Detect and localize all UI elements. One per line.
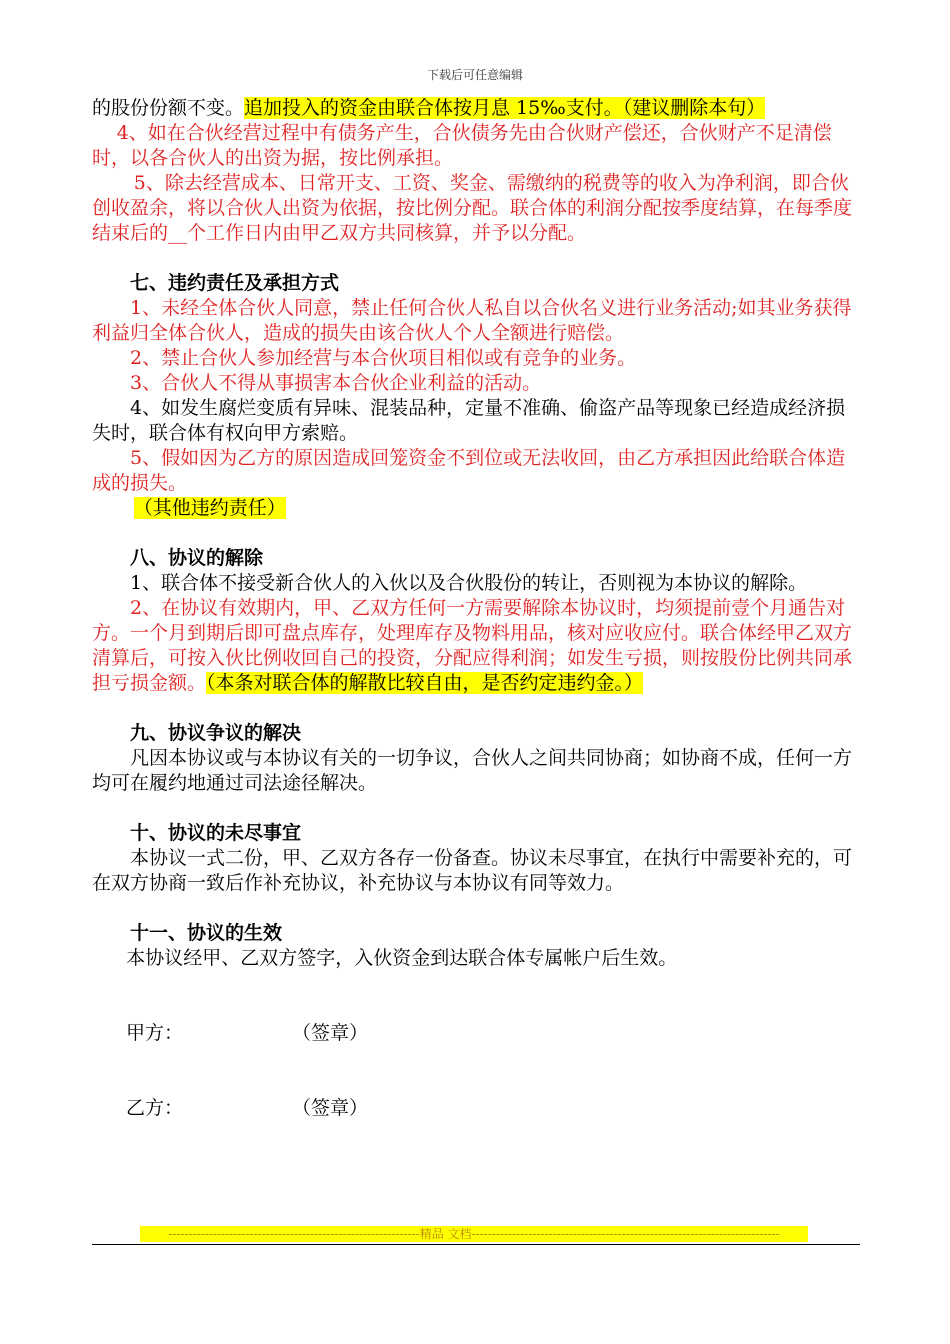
section-9-text: 凡因本协议或与本协议有关的一切争议，合伙人之间共同协商；如协商不成，任何一方均可在履约地通过司法途径解决。	[92, 747, 853, 794]
party-b-label: 乙方：	[126, 1097, 184, 1119]
section-7-title: 七、违约责任及承担方式	[130, 272, 340, 294]
section-7-item-5: 5、假如因为乙方的原因造成回笼资金不到位或无法收回，由乙方承担因此给联合体造成的损失。	[92, 447, 846, 494]
party-a-label: 甲方：	[126, 1022, 184, 1044]
paragraph-share-text: 的股份份额不变。	[92, 97, 245, 119]
section-7-item-1: 1、未经全体合伙人同意，禁止任何合伙人私自以合伙名义进行业务活动;如其业务获得利益归全体合伙人，造成的损失由该合伙人个人全额进行赔偿。	[92, 297, 852, 344]
paragraph-share	[92, 96, 860, 121]
section-11-text: 本协议经甲、乙双方签字，入伙资金到达联合体专属帐户后生效。	[126, 947, 678, 969]
page-header-note: 下载后可任意编辑	[426, 68, 523, 82]
section-11-title: 十一、协议的生效	[130, 922, 283, 944]
highlight-dissolution-note: （本条对联合体的解散比较自由，是否约定违约金。）	[206, 672, 644, 694]
section-7-other	[92, 496, 860, 521]
section-7-item-2: 2、禁止合伙人参加经营与本合伙项目相似或有竞争的业务。	[130, 347, 637, 369]
highlight-suggestion: 追加投入的资金由联合体按月息 15‰支付。（建议删除本句）	[244, 97, 766, 119]
signature-party-b	[92, 1096, 860, 1121]
paragraph-debt: 4、如在合伙经营过程中有债务产生，合伙债务先由合伙财产偿还，合伙财产不足清偿时，以各合伙人的出资为据，按比例承担。	[92, 122, 832, 169]
section-9-title: 九、协议争议的解决	[130, 722, 302, 744]
section-8-title: 八、协议的解除	[130, 547, 264, 569]
section-7-item-4: 4、如发生腐烂变质有异味、混装品种，定量不准确、偷盗产品等现象已经造成经济损失时，联合体有权向甲方索赔。	[92, 397, 846, 444]
signature-party-a	[92, 1021, 860, 1046]
document-body	[92, 96, 860, 1121]
party-a-seal: （签章）	[292, 1022, 369, 1044]
highlight-other-liability: （其他违约责任）	[133, 497, 286, 519]
section-8-item-2-text: 2、在协议有效期内，甲、乙双方任何一方需要解除本协议时，均须提前壹个月通告对方。一个月到期后即可盘点库存，处理库存及物料用品，核对应收应付。联合体经甲乙双方清算后，可按入伙比例收回自己的投资，分配应得利润；如发生亏损，则按股份比例共同承担亏损金额。	[92, 597, 853, 694]
paragraph-profit: 5、除去经营成本、日常开支、工资、奖金、需缴纳的税费等的收入为净利润，即合伙创收盈余，将以合伙人出资为依据，按比例分配。联合体的利润分配按季度结算，在每季度结束后的__个工作日内由甲乙双方共同核算，并予以分配。	[92, 172, 853, 244]
section-7-item-3: 3、合伙人不得从事损害本合伙企业利益的活动。	[130, 372, 542, 394]
section-10-title: 十、协议的未尽事宜	[130, 822, 302, 844]
footer-divider	[92, 1244, 860, 1245]
footer-banner: --------------------------------------------------------------精品 文档----------------------------------------------------------------------------	[140, 1226, 808, 1242]
party-b-seal: （签章）	[292, 1097, 369, 1119]
section-8-item-2	[92, 596, 860, 696]
section-10-text: 本协议一式二份，甲、乙双方各存一份备查。协议未尽事宜，在执行中需要补充的，可在双方协商一致后作补充协议，补充协议与本协议有同等效力。	[92, 847, 853, 894]
section-8-item-1: 1、联合体不接受新合伙人的入伙以及合伙股份的转让，否则视为本协议的解除。	[130, 572, 808, 594]
